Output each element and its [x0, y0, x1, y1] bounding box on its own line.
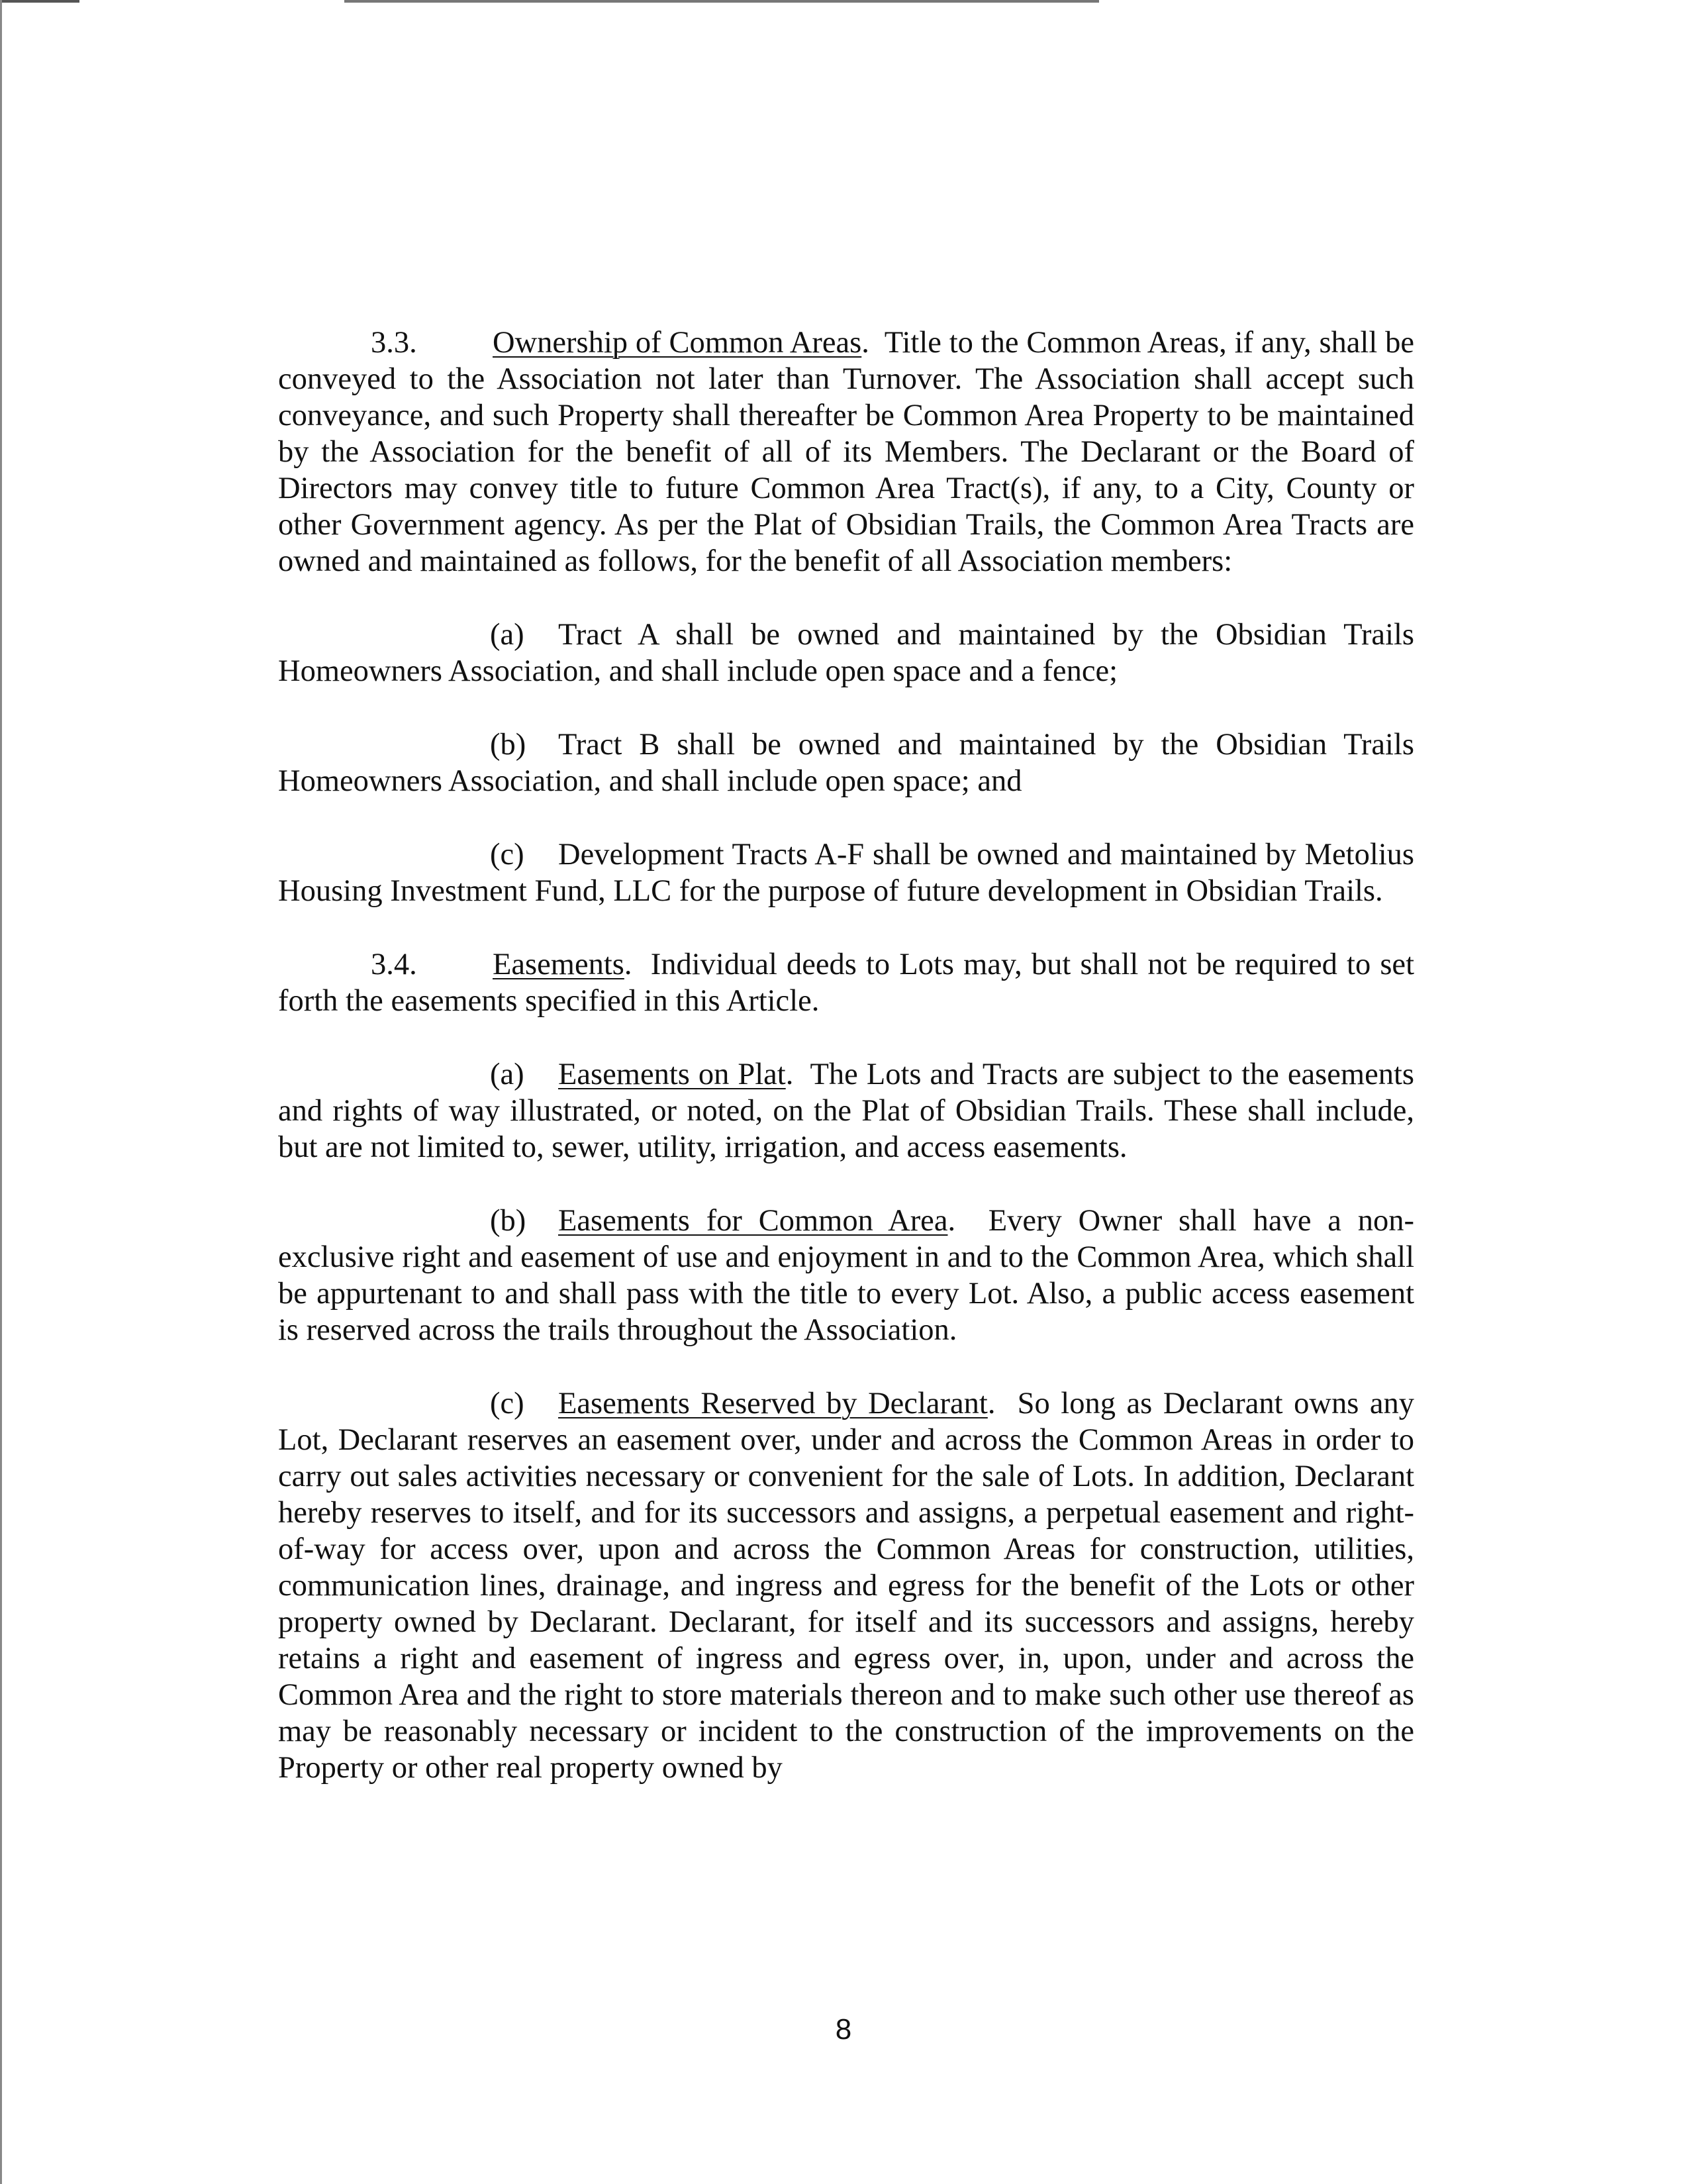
- clause-text: Every Owner shall have a non-exclusive right and easement of use and enjoyment in and to the Common Area, which shall be appurtenant to and shall pass with the title to every Lot. Also, a public access easement is reserved across the trails throughout the Association.: [278, 1204, 1415, 1347]
- section-3-3-b: [278, 726, 1414, 799]
- scan-edge-left: [0, 0, 2, 2184]
- section-3-4: 3.4. Easements. Individual deeds to Lots may, but shall not be required to set forth the easements specified in this Article.: [278, 948, 1414, 1018]
- clause-letter: (c): [490, 838, 524, 871]
- document-page: [278, 324, 1414, 1823]
- section-3-3: 3.3. Ownership of Common Areas. Title to the Common Areas, if any, shall be conveyed to the Association not later than Turnover. The Association shall accept such conveyance, and such Property shall thereafter be Common Area Property to be maintained by the Association for the benefit of all of its Members. The Declarant or the Board of Directors may convey title to future Common Area Tract(s), if any, to a City, County or other Government agency. As per the Plat of Obsidian Trails, the Common Area Tracts are owned and maintained as follows, for the benefit of all Association members:: [278, 326, 1414, 578]
- section-3-3-a: [278, 617, 1414, 689]
- section-3-4-b: (b) Easements for Common Area. Every Owner shall have a non-exclusive right and easement of use and enjoyment in and to the Common Area, which shall be appurtenant to and shall pass with the title to every Lot. Also, a public access easement is reserved across the trails throughout the Association.: [278, 1204, 1415, 1347]
- clause-heading: Easements Reserved by Declarant: [558, 1387, 988, 1420]
- scan-edge-top: [0, 0, 1687, 3]
- clause-text: Tract B shall be owned and maintained by the Obsidian Trails Homeowners Association, and shall include open space; and: [278, 728, 1414, 798]
- section-3-4-a: (a) Easements on Plat. The Lots and Tracts are subject to the easements and rights of way illustrated, or noted, on the Plat of Obsidian Trails. These shall include, but are not limited to, sewer, utility, irrigation, and access easements.: [278, 1058, 1414, 1164]
- clause-heading: Easements for Common Area: [558, 1204, 948, 1238]
- page-number: 8: [835, 2013, 852, 2046]
- section-heading: Ownership of Common Areas: [493, 326, 862, 360]
- clause-text: So long as Declarant owns any Lot, Declarant reserves an easement over, under and across the Common Areas in order to carry out sales activities necessary or convenient for the sale of Lots. In addition, Declarant hereby reserves to itself, and for its successors and assigns, a perpetual easement and right-of-way for access over, upon and across the Common Areas for construction, utilities, communication lines, drainage, and ingress and egress for the benefit of the Lots or other property owned by Declarant. Declarant, for itself and its successors and assigns, hereby retains a right and easement of ingress and egress over, in, upon, under and across the Common Area and the right to store materials thereon and to make such other use thereof as may be reasonably necessary or incident to the construction of the improvements on the Property or other real property owned by: [278, 1387, 1415, 1785]
- section-text: Individual deeds to Lots may, but shall not be required to set forth the easements specified in this Article.: [278, 948, 1414, 1018]
- section-3-3-c: [278, 836, 1414, 909]
- section-number: 3.4.: [371, 948, 417, 981]
- clause-text: The Lots and Tracts are subject to the easements and rights of way illustrated, or noted, on the Plat of Obsidian Trails. These shall include, but are not limited to, sewer, utility, irrigation, and access easements.: [278, 1058, 1414, 1164]
- clause-letter: (a): [490, 618, 524, 652]
- clause-text: Tract A shall be owned and maintained by the Obsidian Trails Homeowners Association, and shall include open space and a fence;: [278, 618, 1414, 688]
- clause-letter: (b): [490, 728, 526, 762]
- section-heading: Easements: [493, 948, 624, 981]
- clause-letter: (c): [490, 1387, 524, 1420]
- section-3-4-c: (c) Easements Reserved by Declarant. So long as Declarant owns any Lot, Declarant reserves an easement over, under and across the Common Areas in order to carry out sales activities necessary or convenient for the sale of Lots. In addition, Declarant hereby reserves to itself, and for its successors and assigns, a perpetual easement and right-of-way for access over, upon and across the Common Areas for construction, utilities, communication lines, drainage, and ingress and egress for the benefit of the Lots or other property owned by Declarant. Declarant, for itself and its successors and assigns, hereby retains a right and easement of ingress and egress over, in, upon, under and across the Common Area and the right to store materials thereon and to make such other use thereof as may be reasonably necessary or incident to the construction of the improvements on the Property or other real property owned by: [278, 1387, 1415, 1785]
- clause-heading: Easements on Plat: [558, 1058, 786, 1091]
- clause-text: Development Tracts A-F shall be owned and maintained by Metolius Housing Investment Fund, LLC for the purpose of future development in Obsidian Trails.: [278, 838, 1414, 908]
- clause-letter: (b): [490, 1204, 526, 1238]
- section-number: 3.3.: [371, 326, 417, 360]
- section-text: Title to the Common Areas, if any, shall be conveyed to the Association not later than Turnover. The Association shall accept such conveyance, and such Property shall thereafter be Common Area Property to be maintained by the Association for the benefit of all of its Members. The Declarant or the Board of Directors may convey title to future Common Area Tract(s), if any, to a City, County or other Government agency. As per the Plat of Obsidian Trails, the Common Area Tracts are owned and maintained as follows, for the benefit of all Association members:: [278, 326, 1414, 578]
- clause-letter: (a): [490, 1058, 524, 1091]
